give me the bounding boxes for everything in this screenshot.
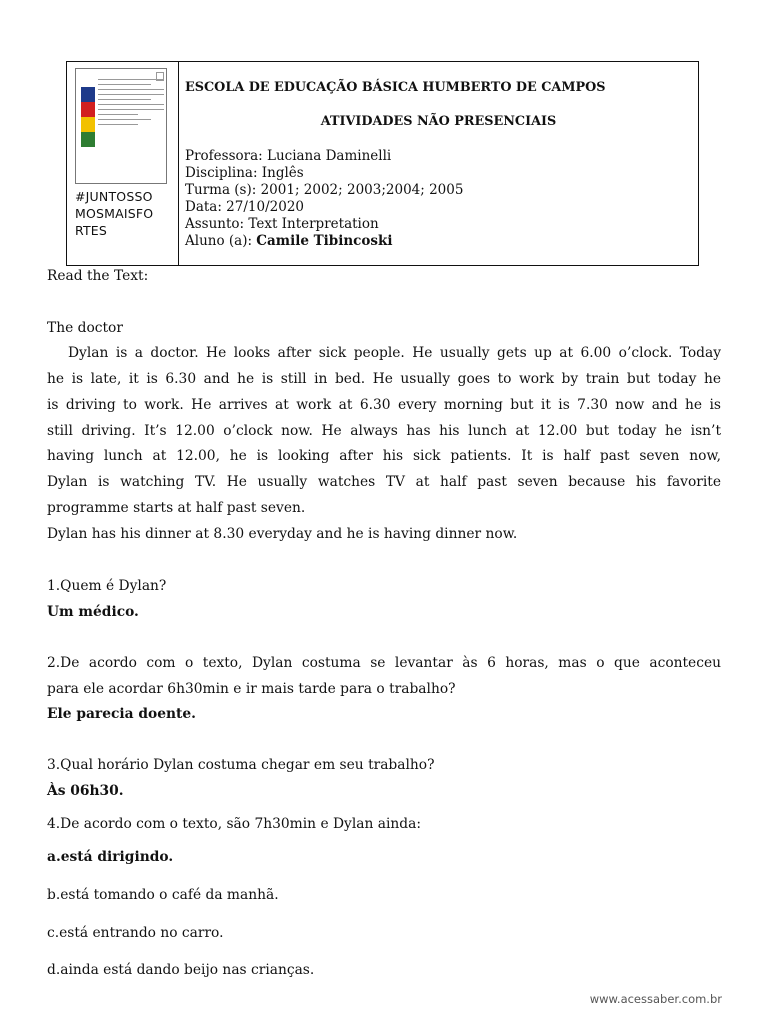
paragraph-line: programme starts at half past seven. (47, 500, 306, 516)
school-emblem-icon (80, 87, 96, 147)
answer-3: Às 06h30. (47, 783, 124, 799)
footer-url[interactable]: www.acessaber.com.br (589, 992, 722, 1006)
text-title: The doctor (47, 320, 123, 336)
school-header-thumbnail (75, 68, 167, 184)
header-info-list (185, 148, 463, 250)
student-label: Aluno (a): (185, 233, 257, 249)
option-a: a.está dirigindo. (47, 849, 174, 865)
question-2-line-2: para ele acordar 6h30min e ir mais tarde para o trabalho? (47, 681, 456, 697)
activity-title: ATIVIDADES NÃO PRESENCIAIS (320, 114, 557, 129)
paragraph-line: Dylan is watching TV. He usually watches TV at half past seven because his favorite (47, 474, 721, 490)
school-name: ESCOLA DE EDUCAÇÃO BÁSICA HUMBERTO DE CAMPOS (185, 80, 606, 95)
header-box (66, 61, 699, 266)
topic-line: Assunto: Text Interpretation (185, 216, 379, 232)
answer-1: Um médico. (47, 604, 139, 620)
paragraph-line: Dylan is a doctor. He looks after sick people. He usually gets up at 6.00 o’clock. Today (68, 345, 721, 361)
paragraph-line: he is late, it is 6.30 and he is still in bed. He usually goes to work by train but today he (47, 371, 721, 387)
option-d: d.ainda está dando beijo nas crianças. (47, 962, 315, 978)
student-name: Camile Tibincoski (256, 233, 393, 249)
paragraph-line: is driving to work. He arrives at work at 6.30 every morning but it is 7.30 now and he is (47, 397, 721, 413)
header-info-cell (185, 62, 692, 265)
teacher-line: Professora: Luciana Daminelli (185, 148, 392, 164)
option-b: b.está tomando o café da manhã. (47, 887, 279, 903)
hashtag-text: #JUNTOSSO MOSMAISFO RTES (75, 189, 154, 238)
instruction-text: Read the Text: (47, 268, 149, 284)
question-4: 4.De acordo com o texto, são 7h30min e Dylan ainda: (47, 816, 421, 832)
thumbnail-text-lines (98, 75, 164, 129)
option-c: c.está entrando no carro. (47, 925, 224, 941)
date-line: Data: 27/10/2020 (185, 199, 304, 215)
question-1: 1.Quem é Dylan? (47, 578, 167, 594)
question-3: 3.Qual horário Dylan costuma chegar em seu trabalho? (47, 757, 435, 773)
header-logo-cell (67, 62, 179, 265)
question-2-line-1: 2.De acordo com o texto, Dylan costuma se levantar às 6 horas, mas o que aconteceu (47, 655, 721, 671)
paragraph-line: still driving. It’s 12.00 o’clock now. He always has his lunch at 12.00 but today he isn’t (47, 423, 721, 439)
classes-line: Turma (s): 2001; 2002; 2003;2004; 2005 (185, 182, 464, 198)
answer-2: Ele parecia doente. (47, 706, 196, 722)
paragraph-last-line: Dylan has his dinner at 8.30 everyday and he is having dinner now. (47, 526, 518, 542)
student-line (185, 233, 463, 250)
paragraph-line: having lunch at 12.00, he is looking after his sick patients. It is half past seven now, (47, 448, 721, 464)
subject-line: Disciplina: Inglês (185, 165, 304, 181)
